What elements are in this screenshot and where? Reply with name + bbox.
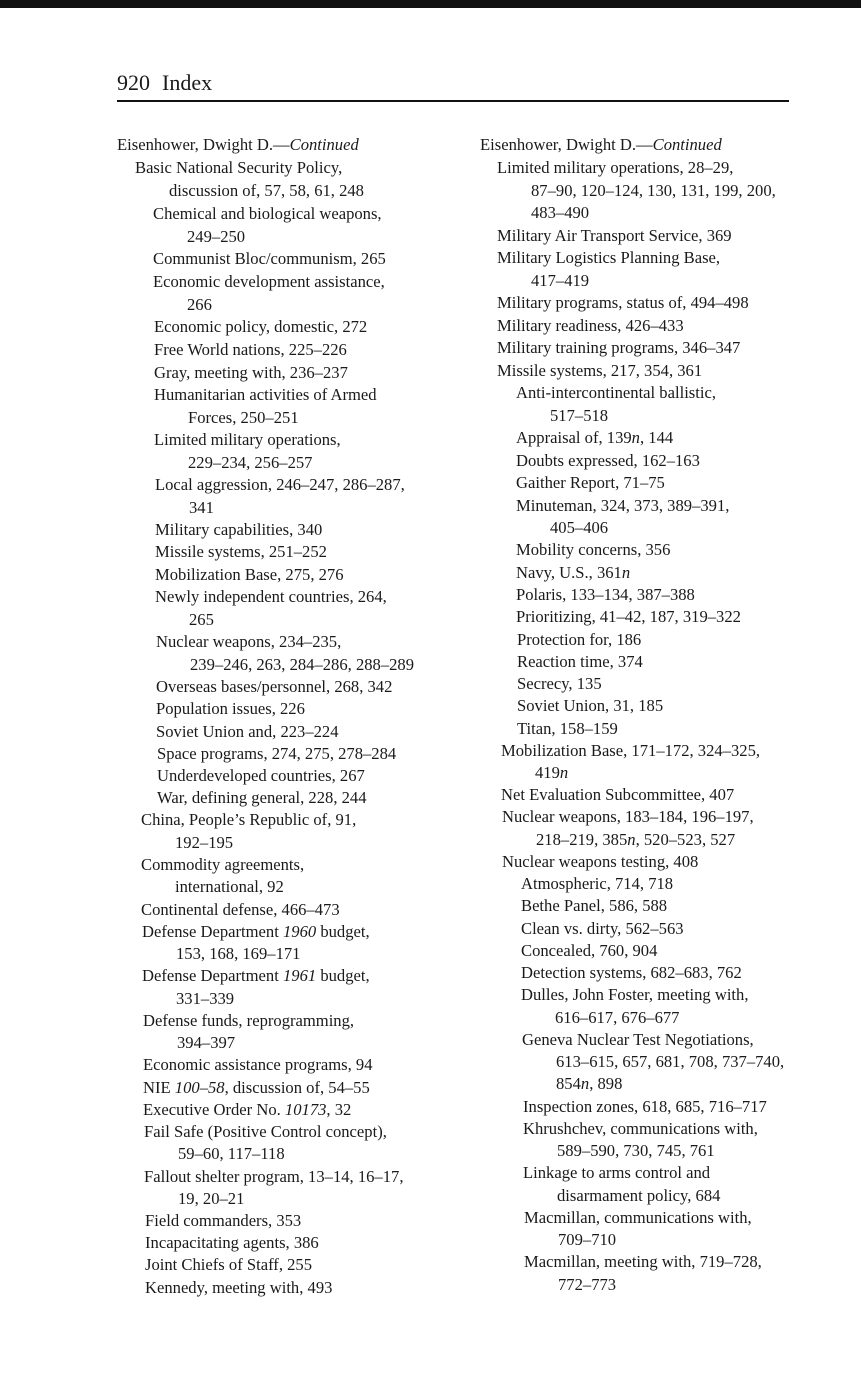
index-line: 153, 168, 169–171 — [176, 944, 301, 963]
index-line: Dulles, John Foster, meeting with, — [521, 985, 749, 1004]
index-line: Prioritizing, 41–42, 187, 319–322 — [516, 607, 741, 626]
index-line: China, People’s Republic of, 91, — [141, 810, 357, 829]
index-line: Clean vs. dirty, 562–563 — [521, 919, 684, 938]
index-line: Minuteman, 324, 373, 389–391, — [516, 496, 730, 515]
index-line: Missile systems, 251–252 — [155, 542, 327, 561]
index-line: Nuclear weapons, 183–184, 196–197, — [502, 807, 754, 826]
index-line: Limited military operations, — [154, 430, 341, 449]
running-header — [117, 70, 789, 102]
index-line: 483–490 — [531, 203, 590, 222]
index-line: 589–590, 730, 745, 761 — [557, 1141, 715, 1160]
index-line: War, defining general, 228, 244 — [157, 788, 367, 807]
index-line: Joint Chiefs of Staff, 255 — [145, 1255, 313, 1274]
index-line: 218–219, 385n, 520–523, 527 — [536, 830, 736, 849]
index-line: Navy, U.S., 361n — [516, 563, 631, 582]
index-line: Commodity agreements, — [141, 855, 305, 874]
index-line: international, 92 — [175, 877, 284, 896]
index-line: Overseas bases/personnel, 268, 342 — [156, 677, 393, 696]
index-line: 229–234, 256–257 — [188, 453, 313, 472]
index-line: Free World nations, 225–226 — [154, 340, 347, 359]
index-line: Reaction time, 374 — [517, 652, 643, 671]
index-line: Local aggression, 246–247, 286–287, — [155, 475, 405, 494]
index-line: Protection for, 186 — [517, 630, 642, 649]
index-line: Defense Department 1960 budget, — [142, 922, 370, 941]
index-line: 419n — [535, 763, 569, 782]
index-line: 405–406 — [550, 518, 609, 537]
page-top-edge — [0, 0, 861, 8]
index-line: Field commanders, 353 — [145, 1211, 302, 1230]
index-line: Mobility concerns, 356 — [516, 540, 671, 559]
index-line: Khrushchev, communications with, — [523, 1119, 758, 1138]
index-line: Appraisal of, 139n, 144 — [516, 428, 674, 447]
index-line: discussion of, 57, 58, 61, 248 — [169, 181, 364, 200]
page-number: 920 — [117, 70, 150, 95]
index-line: Executive Order No. 10173, 32 — [143, 1100, 352, 1119]
page-title: Index — [162, 70, 213, 95]
index-line: Nuclear weapons testing, 408 — [502, 852, 699, 871]
index-line: Soviet Union, 31, 185 — [517, 696, 664, 715]
index-line: Military capabilities, 340 — [155, 520, 323, 539]
index-line: Eisenhower, Dwight D.—Continued — [480, 135, 722, 154]
index-line: 772–773 — [558, 1275, 617, 1294]
index-line: Polaris, 133–134, 387–388 — [516, 585, 695, 604]
index-line: Military Logistics Planning Base, — [497, 248, 721, 267]
index-line: Defense funds, reprogramming, — [143, 1011, 355, 1030]
index-line: Mobilization Base, 171–172, 324–325, — [501, 741, 761, 760]
index-line: 239–246, 263, 284–286, 288–289 — [190, 655, 415, 674]
index-line: NIE 100–58, discussion of, 54–55 — [143, 1078, 370, 1097]
index-line: 341 — [189, 498, 214, 517]
index-line: 331–339 — [176, 989, 235, 1008]
index-line: Net Evaluation Subcommittee, 407 — [501, 785, 735, 804]
index-line: Anti-intercontinental ballistic, — [516, 383, 716, 402]
index-line: Macmillan, communications with, — [524, 1208, 752, 1227]
index-line: Fail Safe (Positive Control concept), — [144, 1122, 387, 1141]
index-line: 265 — [189, 610, 214, 629]
index-line: Macmillan, meeting with, 719–728, — [524, 1252, 762, 1271]
index-line: Chemical and biological weapons, — [153, 204, 382, 223]
index-line: Defense Department 1961 budget, — [142, 966, 370, 985]
index-line: Basic National Security Policy, — [135, 158, 343, 177]
index-line: Economic policy, domestic, 272 — [154, 317, 368, 336]
index-line: Missile systems, 217, 354, 361 — [497, 361, 703, 380]
index-line: 517–518 — [550, 406, 609, 425]
index-line: Incapacitating agents, 386 — [145, 1233, 319, 1252]
index-line: 192–195 — [175, 833, 234, 852]
index-line: Gaither Report, 71–75 — [516, 473, 665, 492]
index-line: 266 — [187, 295, 212, 314]
index-line: 613–615, 657, 681, 708, 737–740, — [556, 1052, 785, 1071]
index-line: Atmospheric, 714, 718 — [521, 874, 674, 893]
index-line: Concealed, 760, 904 — [521, 941, 658, 960]
index-line: Underdeveloped countries, 267 — [157, 766, 365, 785]
index-line: Eisenhower, Dwight D.—Continued — [117, 135, 359, 154]
index-line: Space programs, 274, 275, 278–284 — [157, 744, 397, 763]
index-line: 249–250 — [187, 227, 246, 246]
index-line: Limited military operations, 28–29, — [497, 158, 734, 177]
index-line: Economic assistance programs, 94 — [143, 1055, 373, 1074]
index-line: Humanitarian activities of Armed — [154, 385, 377, 404]
index-line: Military readiness, 426–433 — [497, 316, 684, 335]
index-line: Inspection zones, 618, 685, 716–717 — [523, 1097, 767, 1116]
index-line: 87–90, 120–124, 130, 131, 199, 200, — [531, 181, 776, 200]
index-line: Doubts expressed, 162–163 — [516, 451, 700, 470]
index-line: Bethe Panel, 586, 588 — [521, 896, 668, 915]
index-line: Economic development assistance, — [153, 272, 385, 291]
index-line: Geneva Nuclear Test Negotiations, — [522, 1030, 754, 1049]
index-line: Detection systems, 682–683, 762 — [521, 963, 742, 982]
index-line: Forces, 250–251 — [188, 408, 299, 427]
index-line: Military training programs, 346–347 — [497, 338, 741, 357]
index-line: Nuclear weapons, 234–235, — [156, 632, 342, 651]
index-line: Communist Bloc/communism, 265 — [153, 249, 386, 268]
index-line: Population issues, 226 — [156, 699, 305, 718]
index-line: Military programs, status of, 494–498 — [497, 293, 749, 312]
index-line: Soviet Union and, 223–224 — [156, 722, 339, 741]
index-line: Titan, 158–159 — [517, 719, 618, 738]
index-line: Fallout shelter program, 13–14, 16–17, — [144, 1167, 404, 1186]
index-line: Gray, meeting with, 236–237 — [154, 363, 348, 382]
index-line: Kennedy, meeting with, 493 — [145, 1278, 333, 1297]
index-line: Continental defense, 466–473 — [141, 900, 340, 919]
index-line: 616–617, 676–677 — [555, 1008, 680, 1027]
index-line: 59–60, 117–118 — [178, 1144, 285, 1163]
index-line: 854n, 898 — [556, 1074, 623, 1093]
index-line: 394–397 — [177, 1033, 236, 1052]
index-line: Secrecy, 135 — [517, 674, 602, 693]
index-line: Military Air Transport Service, 369 — [497, 226, 732, 245]
index-line: Newly independent countries, 264, — [155, 587, 387, 606]
index-line: 709–710 — [558, 1230, 617, 1249]
index-line: 19, 20–21 — [178, 1189, 245, 1208]
index-line: 417–419 — [531, 271, 590, 290]
index-line: Linkage to arms control and — [523, 1163, 711, 1182]
index-line: disarmament policy, 684 — [557, 1186, 721, 1205]
index-line: Mobilization Base, 275, 276 — [155, 565, 344, 584]
